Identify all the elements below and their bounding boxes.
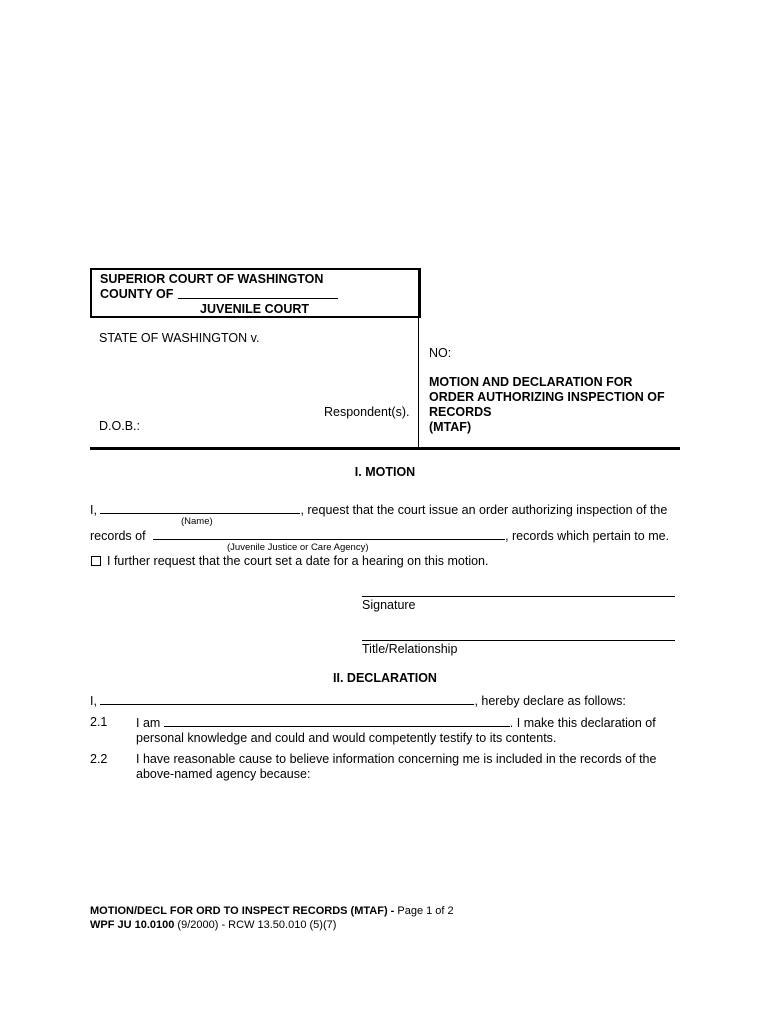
motion-line1-suffix: , request that the court issue an order authorizing inspection of the: [300, 503, 668, 517]
hearing-request: [91, 554, 488, 568]
state-line: STATE OF WASHINGTON v.: [99, 331, 260, 345]
declaration-line: [90, 693, 626, 708]
item-2-2-line-1: I have reasonable cause to believe information concerning me is included in the records of the: [136, 752, 657, 766]
name-hint: (Name): [181, 516, 213, 527]
court-caption-box: [90, 268, 421, 318]
declaration-heading: II. DECLARATION: [333, 671, 437, 685]
court-division: JUVENILE COURT: [200, 302, 310, 316]
relationship-field[interactable]: [164, 715, 510, 727]
county-label: COUNTY OF: [100, 287, 174, 301]
name-field[interactable]: [100, 502, 300, 514]
signature-label: Signature: [362, 598, 416, 612]
title-relationship-line[interactable]: [362, 640, 675, 641]
document-title: [429, 375, 665, 435]
hearing-request-text: I further request that the court set a date for a hearing on this motion.: [107, 554, 489, 568]
declarant-name-field[interactable]: [100, 693, 474, 705]
dob-label: D.O.B.:: [99, 419, 140, 433]
declaration-suffix: , hereby declare as follows:: [474, 694, 626, 708]
item-2-1-line-1: [136, 715, 656, 730]
motion-line1-prefix: I,: [90, 503, 97, 517]
footer-line-2: [90, 919, 336, 931]
signature-line[interactable]: [362, 596, 675, 597]
motion-heading: I. MOTION: [354, 465, 416, 479]
court-name: SUPERIOR COURT OF WASHINGTON: [100, 272, 324, 286]
caption-bottom-rule: [90, 447, 680, 450]
county-field[interactable]: [178, 298, 338, 299]
item-2-1-prefix: I am: [136, 716, 161, 730]
records-prefix: records of: [90, 529, 146, 543]
caption-divider: [418, 268, 419, 448]
case-number-label: NO:: [429, 346, 452, 360]
item-2-1-line-2: personal knowledge and could and would competently testify to its contents.: [136, 731, 557, 745]
title-line: (MTAF): [429, 420, 472, 434]
respondent-label: Respondent(s).: [324, 405, 410, 419]
item-2-1-suffix: . I make this declaration of: [509, 716, 656, 730]
footer-citation: (9/2000) - RCW 13.50.010 (5)(7): [174, 919, 337, 931]
records-suffix: , records which pertain to me.: [505, 529, 670, 543]
title-line: ORDER AUTHORIZING INSPECTION OF: [429, 390, 665, 404]
agency-field[interactable]: [153, 528, 505, 540]
footer-form-title: MOTION/DECL FOR ORD TO INSPECT RECORDS (MTAF) -: [90, 905, 395, 917]
hearing-checkbox[interactable]: [91, 556, 101, 566]
item-number: 2.1: [90, 715, 108, 729]
item-number: 2.2: [90, 752, 108, 766]
footer-page: Page 1 of 2: [394, 905, 454, 917]
item-2-2-line-2: above-named agency because:: [136, 767, 311, 781]
footer-line-1: [90, 905, 454, 917]
footer-form-number: WPF JU 10.0100: [90, 919, 175, 931]
agency-hint: (Juvenile Justice or Care Agency): [227, 542, 369, 553]
title-relationship-label: Title/Relationship: [362, 642, 458, 656]
motion-line-2: [90, 528, 669, 543]
title-line: RECORDS: [429, 405, 492, 419]
title-line: MOTION AND DECLARATION FOR: [429, 375, 633, 389]
motion-line-1: [90, 502, 667, 517]
declaration-prefix: I,: [90, 694, 97, 708]
